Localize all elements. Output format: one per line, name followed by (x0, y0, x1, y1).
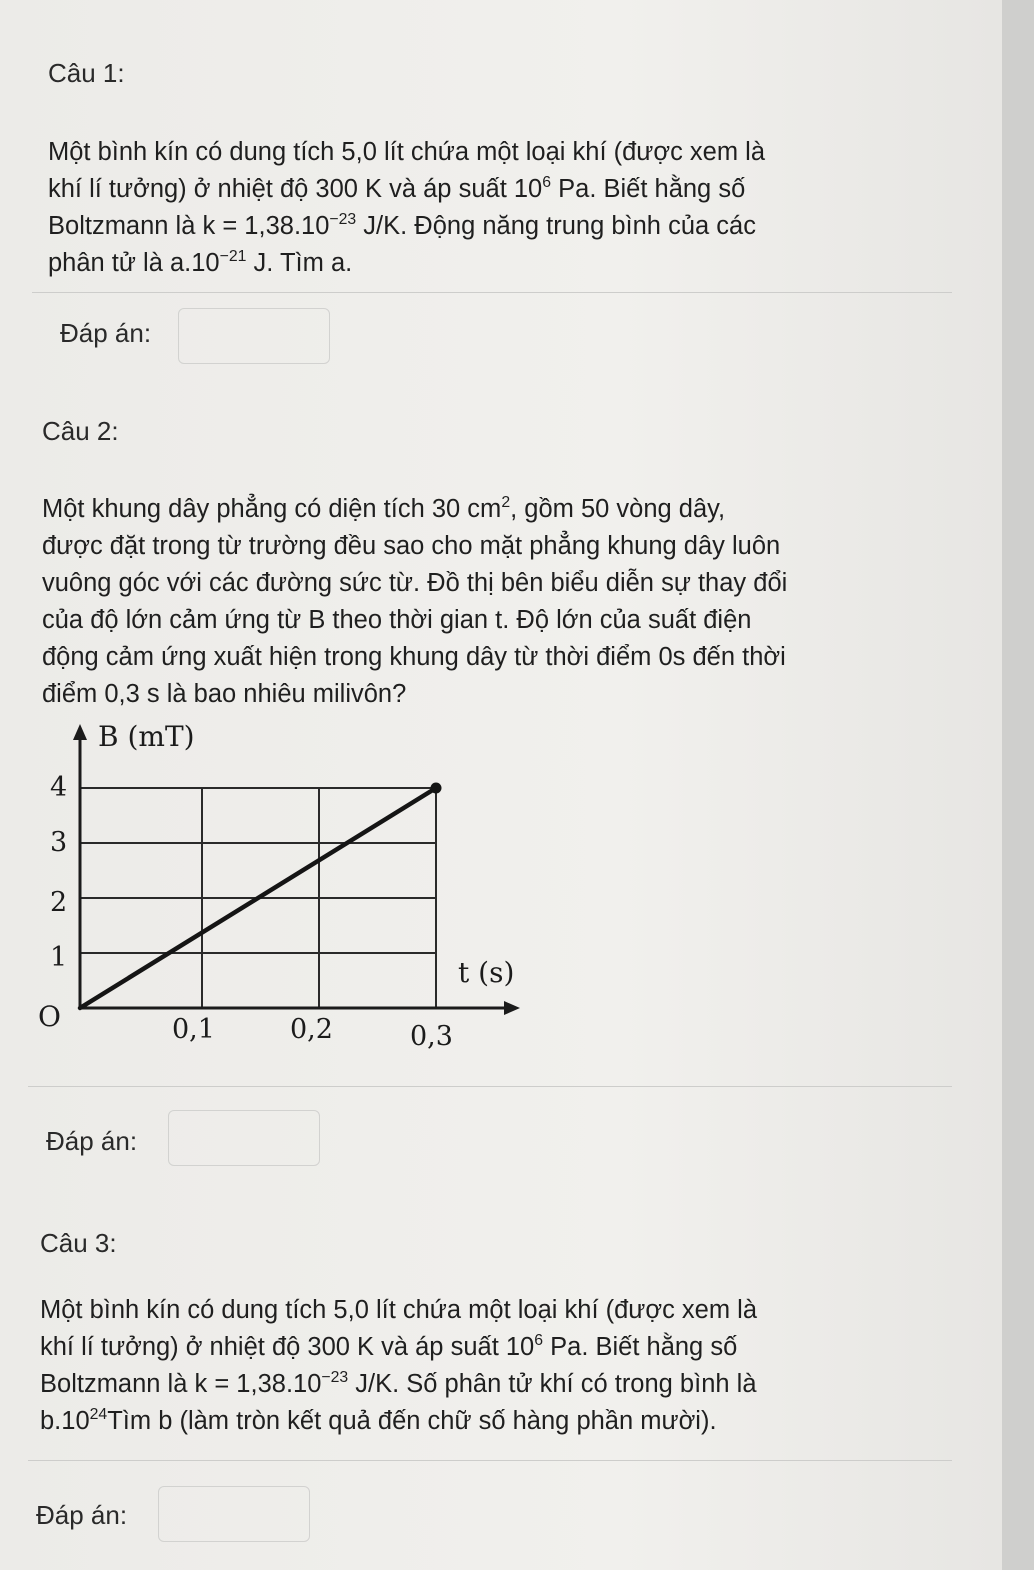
q2-line-1 (42, 491, 972, 528)
q2-line-1a: Một khung dây phẳng có diện tích (42, 495, 432, 523)
q1-answer-input[interactable] (178, 308, 330, 364)
q1-energy-base: a.10 (169, 249, 220, 277)
q1-line-4 (48, 245, 978, 282)
x-axis-label: t (s) (458, 956, 515, 989)
question-2-heading: Câu 2: (42, 416, 119, 446)
q3-boltzmann-exp: −23 (321, 1369, 349, 1387)
q3-line-3 (40, 1366, 970, 1403)
question-1-text (48, 134, 978, 282)
q1-line-1: Một bình kín có dung tích 5,0 lít chứa một loại khí (được xem là (48, 138, 766, 166)
q3-answer-input[interactable] (158, 1486, 310, 1542)
q2-divider (28, 1086, 952, 1087)
q2-line-2: được đặt trong từ trường đều sao cho mặt phẳng khung dây luôn (42, 532, 781, 560)
q3-pressure-base: 10 (505, 1333, 535, 1361)
x-tick-1: 0,1 (172, 1014, 215, 1045)
b-t-endpoint (431, 783, 442, 794)
q1-line-2a: khí lí tưởng) ở nhiệt độ 300 K và áp suất (48, 175, 514, 203)
q1-line-4a: phân tử là (48, 249, 170, 277)
origin-label: O (38, 1000, 61, 1033)
q2-area: 30 cm (431, 495, 502, 523)
q1-line-3a: Boltzmann là (48, 212, 203, 240)
q2-line-6: điểm 0,3 s là bao nhiêu milivôn? (42, 680, 407, 708)
q1-line-2b: Pa. Biết hằng số (551, 175, 746, 203)
q3-boltzmann-const: k = 1,38.10 (194, 1370, 322, 1398)
q2-line-5: động cảm ứng xuất hiện trong khung dây từ thời điểm 0s đến thời (42, 643, 786, 671)
q3-line-1: Một bình kín có dung tích 5,0 lít chứa một loại khí (được xem là (40, 1296, 758, 1324)
q1-energy-exp: −21 (219, 248, 247, 266)
q2-line-4: của độ lớn cảm ứng từ B theo thời gian t. Độ lớn của suất điện (42, 606, 752, 634)
q3-answer-label: Đáp án: (36, 1500, 128, 1530)
question-3-text (40, 1292, 970, 1440)
q3-divider (28, 1460, 952, 1461)
question-2-text (42, 491, 972, 713)
b-vs-t-graph (20, 720, 540, 1070)
q3-count-base: b.10 (40, 1407, 90, 1435)
graph-svg (20, 720, 540, 1070)
x-tick-2: 0,2 (290, 1014, 333, 1045)
page-edge (1002, 0, 1034, 1570)
x-axis-arrow (504, 1001, 520, 1015)
q3-line-4 (40, 1403, 970, 1440)
q1-line-3b: J/K. Động năng trung bình của các (356, 212, 756, 240)
q3-line-2 (40, 1329, 970, 1366)
question-3-heading: Câu 3: (40, 1228, 117, 1258)
y-tick-4: 4 (50, 772, 68, 803)
q3-line-2b: Pa. Biết hằng số (543, 1333, 738, 1361)
y-tick-1: 1 (50, 942, 68, 973)
q1-line-2 (48, 171, 978, 208)
question-1-heading: Câu 1: (48, 58, 125, 88)
y-tick-3: 3 (50, 827, 68, 858)
q1-boltzmann-const: k = 1,38.10 (202, 212, 330, 240)
q1-pressure-base: 10 (513, 175, 543, 203)
q3-pressure-exp: 6 (534, 1332, 544, 1350)
q3-count-exp: 24 (89, 1406, 108, 1424)
q1-boltzmann-exp: −23 (329, 211, 357, 229)
q2-answer-input[interactable] (168, 1110, 320, 1166)
q1-line-3 (48, 208, 978, 245)
q1-pressure-exp: 6 (542, 174, 552, 192)
q1-line-4b: J. Tìm a. (246, 249, 353, 277)
q2-line-1b: , gồm 50 vòng dây, (510, 495, 726, 523)
q2-area-exp: 2 (501, 494, 511, 512)
q2-line-3: vuông góc với các đường sức từ. Đồ thị bên biểu diễn sự thay đổi (42, 569, 788, 597)
q3-line-2a: khí lí tưởng) ở nhiệt độ 300 K và áp suất (40, 1333, 506, 1361)
q3-line-4b: Tìm b (làm tròn kết quả đến chữ số hàng phần mười). (107, 1407, 717, 1435)
y-axis-arrow (73, 724, 87, 740)
q1-divider (32, 292, 952, 293)
x-tick-3: 0,3 (410, 1021, 453, 1052)
q2-answer-label: Đáp án: (46, 1126, 138, 1156)
q3-line-3a: Boltzmann là (40, 1370, 195, 1398)
q3-line-3b: J/K. Số phân tử khí có trong bình là (348, 1370, 757, 1398)
y-tick-2: 2 (50, 887, 68, 918)
q1-answer-label: Đáp án: (60, 318, 152, 348)
y-axis-label: B (mT) (98, 720, 195, 753)
